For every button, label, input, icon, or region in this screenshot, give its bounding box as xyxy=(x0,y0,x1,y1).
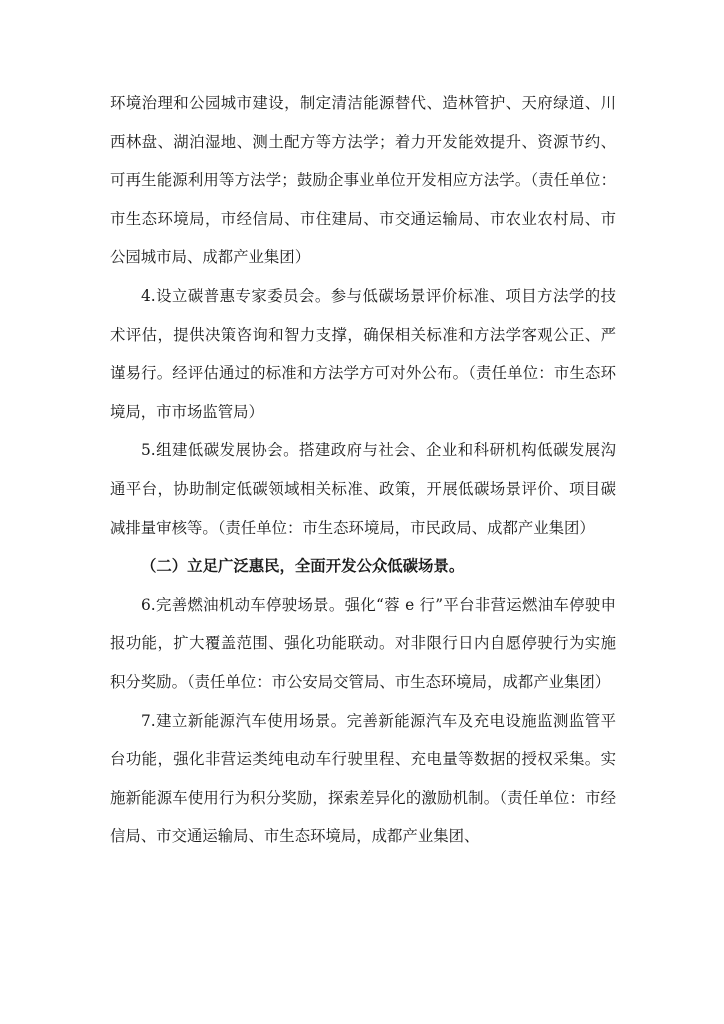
paragraph-item-5: 5.组建低碳发展协会。搭建政府与社会、企业和科研机构低碳发展沟通平台，协助制定低碳领域相关标准、政策，开展低碳场景评价、项目碳减排量审核等。（责任单位：市生态环境局，市民政局、成都产业集团） xyxy=(110,441,616,537)
paragraph-item-7: 7.建立新能源汽车使用场景。完善新能源汽车及充电设施监测监管平台功能，强化非营运类纯电动车行驶里程、充电量等数据的授权采集。实施新能源车使用行为积分奖励，探索差异化的激励机制。（责任单位：市经信局、市交通运输局、市生态环境局，成都产业集团、 xyxy=(110,711,616,846)
paragraph-continuation: 环境治理和公园城市建设，制定清洁能源替代、造林管护、天府绿道、川西林盘、湖泊湿地、测土配方等方法学；着力开发能效提升、资源节约、可再生能源利用等方法学；鼓励企事业单位开发相应方法学。（责任单位：市生态环境局，市经信局、市住建局、市交通运输局、市农业农村局、市公园城市局、成都产业集团） xyxy=(110,94,616,267)
document-page xyxy=(110,84,616,856)
paragraph-item-6: 6.完善燃油机动车停驶场景。强化“蓉 e 行”平台非营运燃油车停驶申报功能，扩大覆盖范围、强化功能联动。对非限行日内自愿停驶行为实施积分奖励。（责任单位：市公安局交管局、市生态环境局，成都产业集团） xyxy=(110,595,616,691)
paragraph-item-4: 4.设立碳普惠专家委员会。参与低碳场景评价标准、项目方法学的技术评估，提供决策咨询和智力支撑，确保相关标准和方法学客观公正、严谨易行。经评估通过的标准和方法学方可对外公布。（责任单位：市生态环境局，市市场监管局） xyxy=(110,286,616,421)
section-heading: （二）立足广泛惠民，全面开发公众低碳场景。 xyxy=(141,557,465,576)
